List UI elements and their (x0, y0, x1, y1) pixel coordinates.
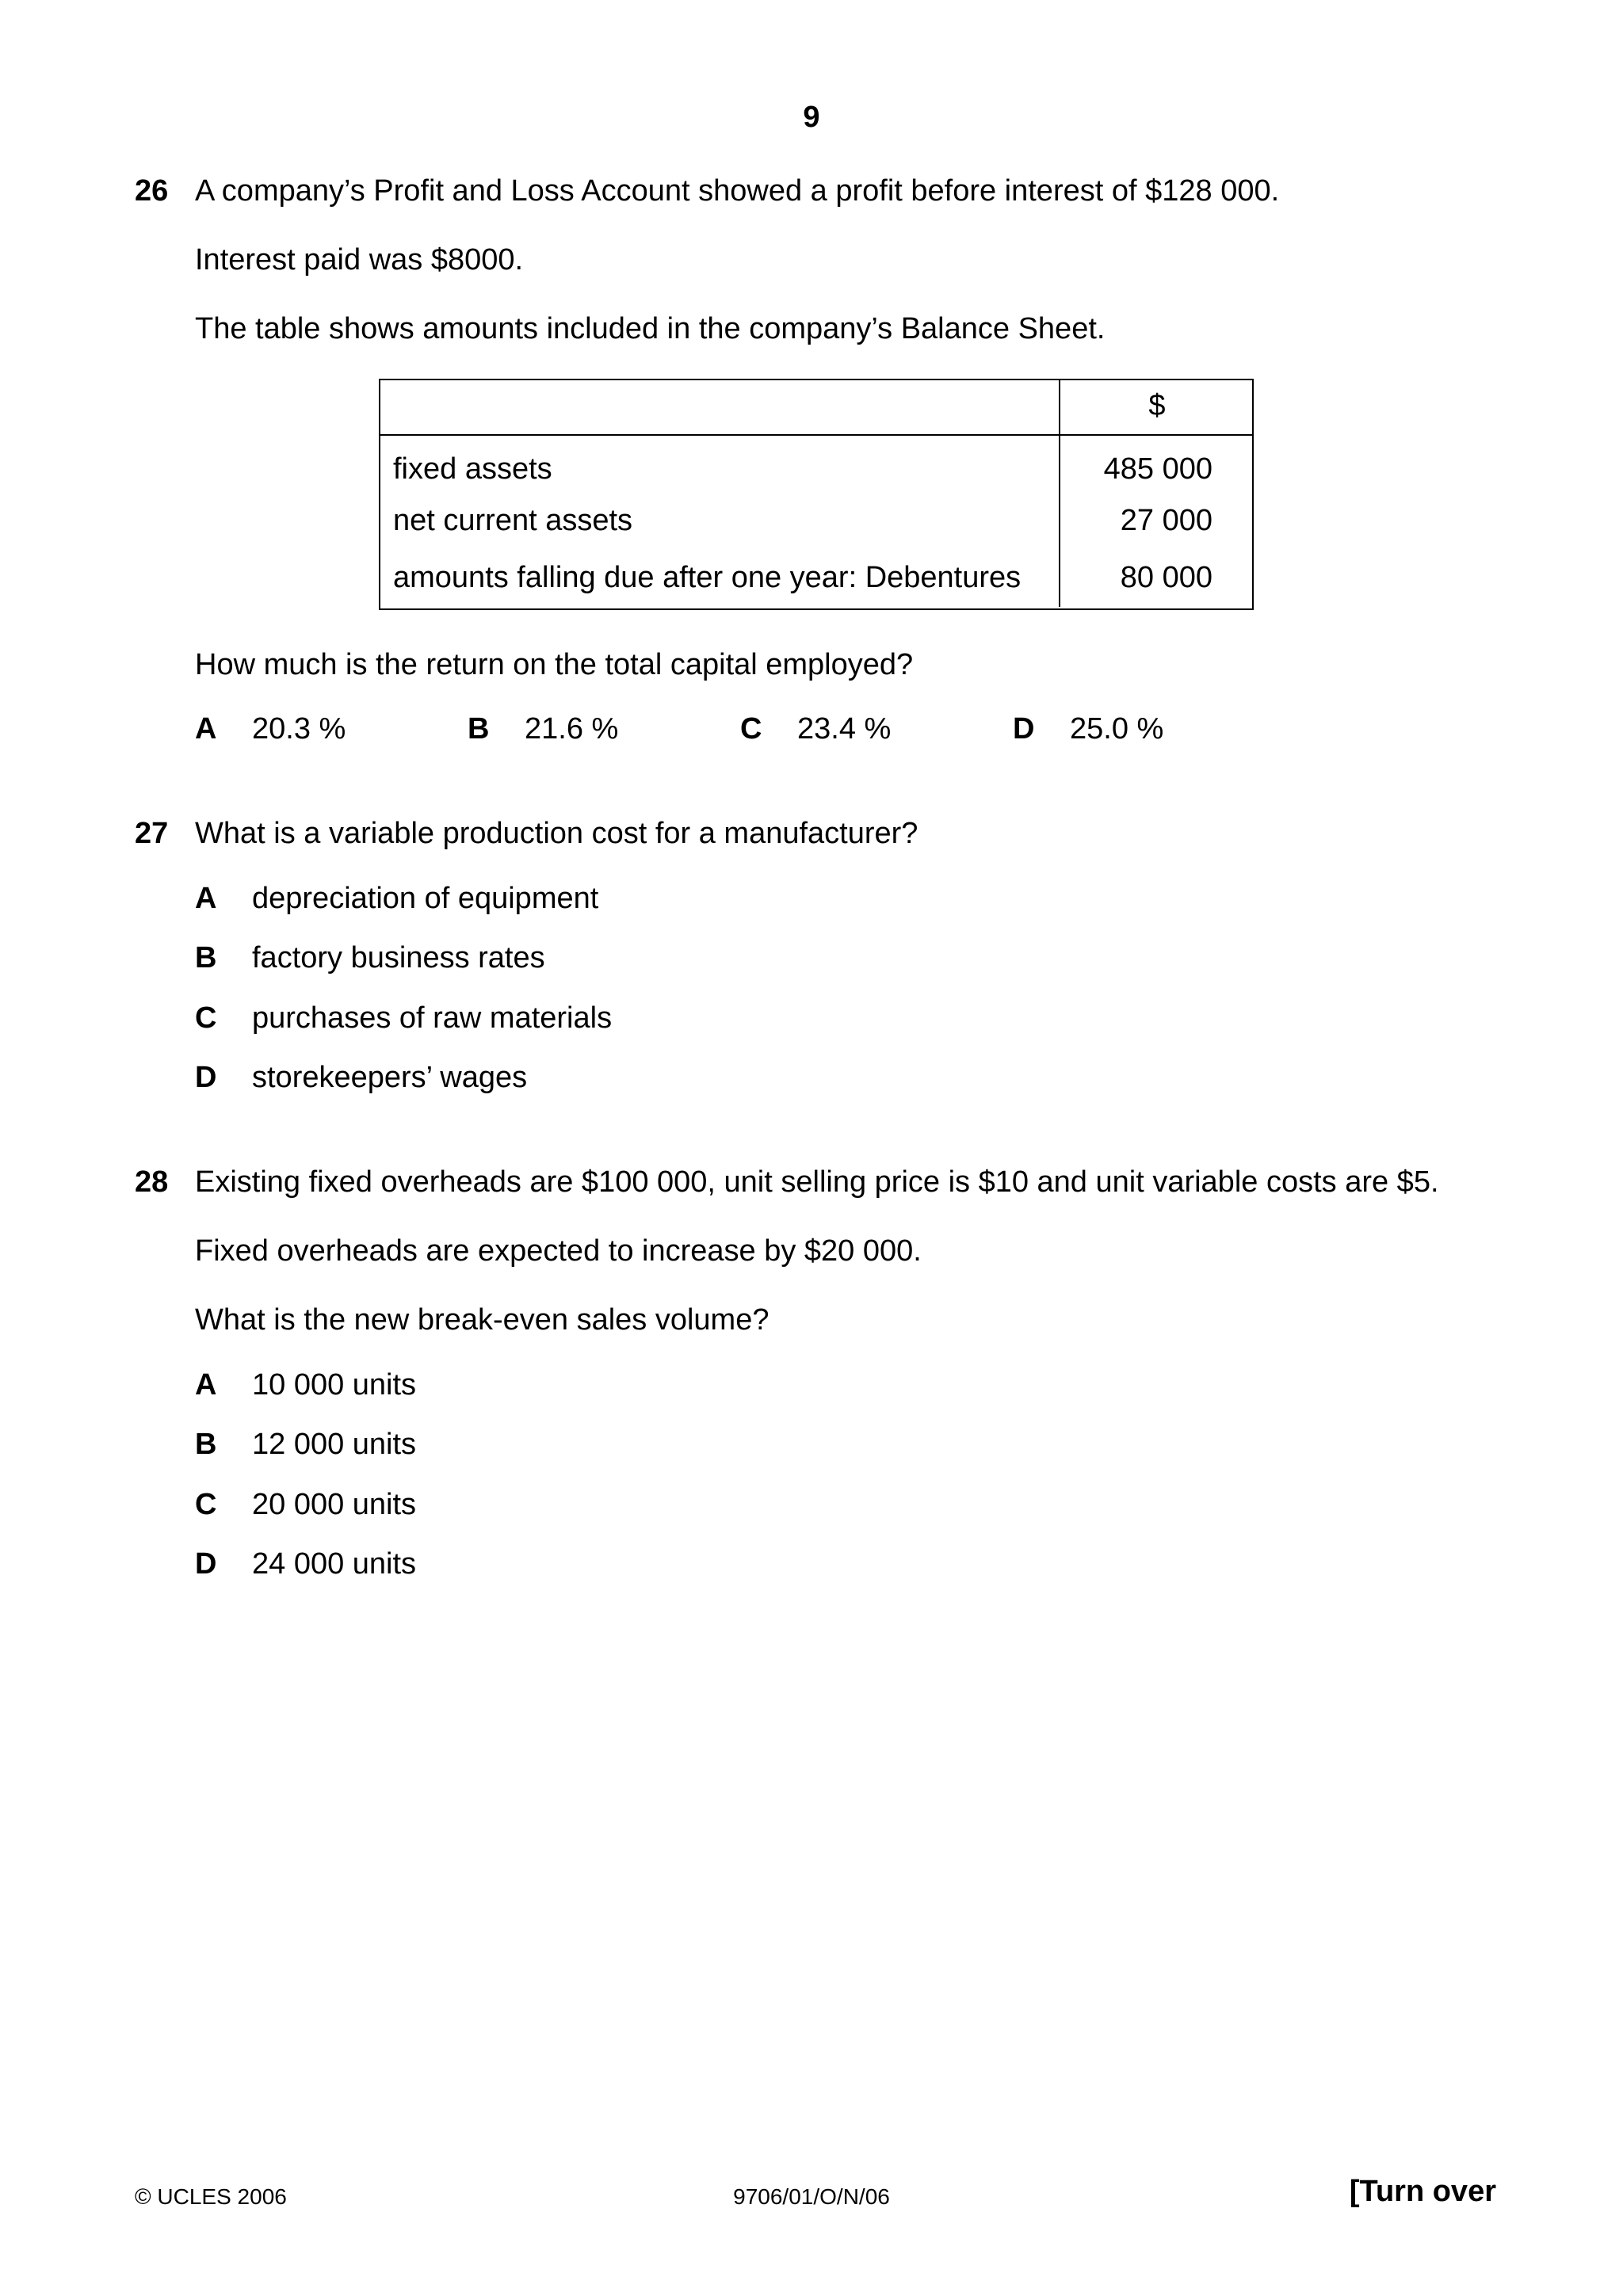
option-text-c: purchases of raw materials (252, 1001, 613, 1035)
table-cell-value: 80 000 (1120, 561, 1212, 595)
question-text: What is the new break-even sales volume? (195, 1303, 769, 1337)
question-text: How much is the return on the total capital employed? (195, 648, 914, 681)
option-text-d: 25.0 % (1070, 712, 1164, 746)
table-row (379, 435, 1254, 493)
option-letter-d: D (1013, 712, 1035, 746)
question-number: 27 (135, 817, 169, 850)
table-row (379, 493, 1254, 550)
option-text-d: 24 000 units (252, 1547, 417, 1581)
table-cell-value: 485 000 (1103, 452, 1212, 486)
option-text-a: 10 000 units (252, 1368, 417, 1402)
question-text: Interest paid was $8000. (195, 243, 524, 277)
question-text: Existing fixed overheads are $100 000, unit selling price is $10 and unit variable costs are $5. (195, 1165, 1439, 1199)
balance-sheet-table (379, 379, 1254, 607)
option-letter-c: C (195, 1488, 217, 1521)
question-text: The table shows amounts included in the company’s Balance Sheet. (195, 312, 1106, 345)
table-header-cell: $ (1060, 379, 1254, 435)
table-cell-label: fixed assets (379, 435, 1060, 493)
option-letter-d: D (195, 1547, 217, 1581)
question-number: 26 (135, 174, 169, 208)
option-letter-d: D (195, 1061, 217, 1094)
option-letter-a: A (195, 882, 217, 915)
option-letter-b: B (195, 1428, 217, 1461)
table-cell-value: 27 000 (1120, 504, 1212, 538)
option-letter-b: B (468, 712, 490, 746)
option-letter-a: A (195, 712, 217, 746)
option-text-c: 23.4 % (797, 712, 892, 746)
table-header-row (379, 379, 1254, 435)
question-text: Fixed overheads are expected to increase by $20 000. (195, 1234, 922, 1268)
option-letter-b: B (195, 941, 217, 974)
option-text-b: 21.6 % (525, 712, 619, 746)
question-number: 28 (135, 1165, 169, 1199)
option-text-b: factory business rates (252, 941, 545, 974)
question-text: What is a variable production cost for a manufacturer? (195, 817, 918, 850)
option-text-d: storekeepers’ wages (252, 1061, 528, 1094)
option-text-b: 12 000 units (252, 1428, 417, 1461)
footer-turn-over: [Turn over (1349, 2175, 1496, 2208)
table-cell-label: amounts falling due after one year: Debentures (379, 550, 1060, 607)
footer-paper-code: 9706/01/O/N/06 (733, 2184, 890, 2209)
option-text-a: 20.3 % (252, 712, 346, 746)
option-letter-a: A (195, 1368, 217, 1402)
table-header-cell (379, 379, 1060, 435)
option-letter-c: C (195, 1001, 217, 1035)
table-cell-label: net current assets (379, 493, 1060, 550)
table-row (379, 550, 1254, 607)
question-text: A company’s Profit and Loss Account showed a profit before interest of $128 000. (195, 174, 1280, 208)
footer-copyright: © UCLES 2006 (135, 2184, 287, 2209)
option-text-a: depreciation of equipment (252, 882, 599, 915)
option-text-c: 20 000 units (252, 1488, 417, 1521)
page-number: 9 (803, 101, 820, 134)
option-letter-c: C (740, 712, 762, 746)
